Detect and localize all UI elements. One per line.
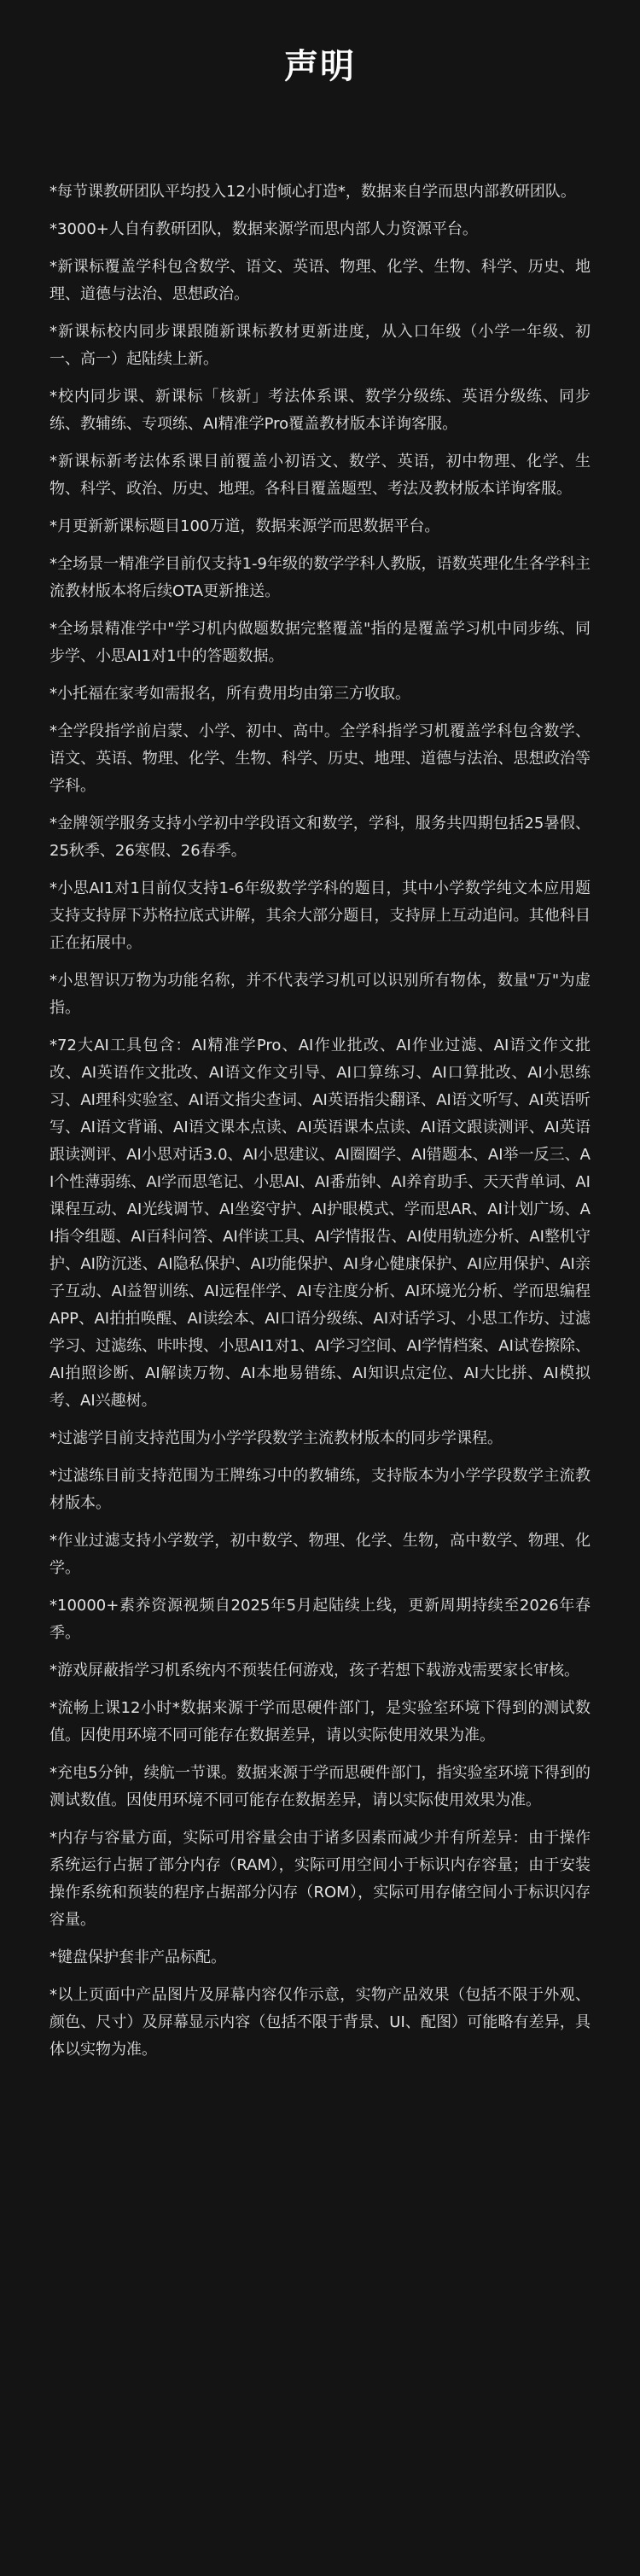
note-item: *内存与容量方面，实际可用容量会由于诸多因素而减少并有所差异：由于操作系统运行占据了部分内存（RAM），实际可用空间小于标识内存容量；由于安装操作系统和预装的程序占据部分闪存（ROM），实际可用存储空间小于标识闪存容量。 xyxy=(49,1829,591,1929)
note-item: *新课标新考法体系课目前覆盖小初语文、数学、英语，初中物理、化学、生物、科学、政治、历史、地理。各科目覆盖题型、考法及教材版本详询客服。 xyxy=(49,453,591,498)
note-item: *小思AI1对1目前仅支持1-6年级数学学科的题目，其中小学数学纯文本应用题支持支持屏下苏格拉底式讲解，其余大部分题目，支持屏上互动追问。其他科目正在拓展中。 xyxy=(49,879,591,952)
note-item: *过滤练目前支持范围为王牌练习中的教辅练，支持版本为小学学段数学主流教材版本。 xyxy=(49,1467,591,1512)
note-item: *金牌领学服务支持小学初中学段语文和数学，学科，服务共四期包括25暑假、25秋季、26寒假、26春季。 xyxy=(49,815,591,860)
note-item: *每节课教研团队平均投入12小时倾心打造*，数据来自学而思内部教研团队。 xyxy=(49,183,576,201)
note-item: *月更新新课标题目100万道，数据来源学而思数据平台。 xyxy=(49,517,440,535)
note-item: *小托福在家考如需报名，所有费用均由第三方收取。 xyxy=(49,685,410,703)
note-item: *全学段指学前启蒙、小学、初中、高中。全学科指学习机覆盖学科包含数学、语文、英语、物理、化学、生物、科学、历史、地理、道德与法治、思想政治等学科。 xyxy=(49,722,591,795)
note-item: *流畅上课12小时*数据来源于学而思硬件部门，是实验室环境下得到的测试数值。因使用环境不同可能存在数据差异，请以实际使用效果为准。 xyxy=(49,1699,591,1744)
note-item: *全场景一精准学目前仅支持1-9年级的数学学科人教版，语数英理化生各学科主流教材版本将后续OTA更新推送。 xyxy=(49,555,591,600)
note-item: *3000+人自有教研团队，数据来源学而思内部人力资源平台。 xyxy=(49,220,478,238)
note-item: *全场景精准学中"学习机内做题数据完整覆盖"指的是覆盖学习机中同步练、同步学、小思AI1对1中的答题数据。 xyxy=(49,620,591,665)
note-item: *游戏屏蔽指学习机系统内不预装任何游戏，孩子若想下载游戏需要家长审核。 xyxy=(49,1662,579,1679)
note-item: *过滤学目前支持范围为小学学段数学主流教材版本的同步学课程。 xyxy=(49,1429,503,1447)
note-item: *充电5分钟，续航一节课。数据来源于学而思硬件部门，指实验室环境下得到的测试数值。因使用环境不同可能存在数据差异，请以实际使用效果为准。 xyxy=(49,1764,591,1809)
note-item: *作业过滤支持小学数学，初中数学、物理、化学、生物，高中数学、物理、化学。 xyxy=(49,1532,591,1577)
note-item: *以上页面中产品图片及屏幕内容仅作示意，实物产品效果（包括不限于外观、颜色、尺寸）及屏幕显示内容（包括不限于背景、UI、配图）可能略有差异，具体以实物为准。 xyxy=(49,1986,591,2059)
disclaimer-notes xyxy=(49,178,591,2064)
note-item: *校内同步课、新课标「核新」考法体系课、数学分级练、英语分级练、同步练、教辅练、专项练、AI精准学Pro覆盖教材版本详询客服。 xyxy=(49,388,591,433)
page-title: 声明 xyxy=(284,47,356,86)
note-item: *新课标校内同步课跟随新课标教材更新进度，从入口年级（小学一年级、初一、高一）起陆续上新。 xyxy=(49,323,591,368)
note-item: *新课标覆盖学科包含数学、语文、英语、物理、化学、生物、科学、历史、地理、道德与法治、思想政治。 xyxy=(49,258,591,303)
note-item: *键盘保护套非产品标配。 xyxy=(49,1948,226,1966)
note-item: *小思智识万物为功能名称，并不代表学习机可以识别所有物体，数量"万"为虚指。 xyxy=(49,972,591,1017)
note-item: *10000+素养资源视频自2025年5月起陆续上线，更新周期持续至2026年春季。 xyxy=(49,1597,591,1642)
note-item: *72大AI工具包含：AI精准学Pro、AI作业批改、AI作业过滤、AI语文作文批改、AI英语作文批改、AI语文作文引导、AI口算练习、AI口算批改、AI小思练习、AI理科实验室、AI语文指尖查词、AI英语指尖翻译、AI语文听写、AI英语听写、AI语文背诵、AI语文课本点读、AI英语课本点读、AI语文跟读测评、AI英语跟读测评、AI小思对话3.0、AI小思建议、AI圈圈学、AI错题本、AI举一反三、AI个性薄弱练、AI学而思笔记、小思AI、AI番茄钟、AI养育助手、天天背单词、AI课程互动、AI光线调节、AI坐姿守护、AI护眼模式、学而思AR、AI计划广场、AI指令组题、AI百科问答、AI伴读工具、AI学情报告、AI使用轨迹分析、AI整机守护、AI防沉迷、AI隐私保护、AI功能保护、AI身心健康保护、AI应用保护、AI亲子互动、AI益智训练、AI远程伴学、AI专注度分析、AI环境光分析、学而思编程APP、AI拍拍唤醒、AI读绘本、AI口语分级练、AI对话学习、小思工作坊、过滤学习、过滤练、咔咔搜、小思AI1对1、AI学习空间、AI学情档案、AI试卷擦除、AI拍照诊断、AI解读万物、AI本地易错练、AI知识点定位、AI大比拼、AI模拟考、AI兴趣树。 xyxy=(49,1037,591,1410)
